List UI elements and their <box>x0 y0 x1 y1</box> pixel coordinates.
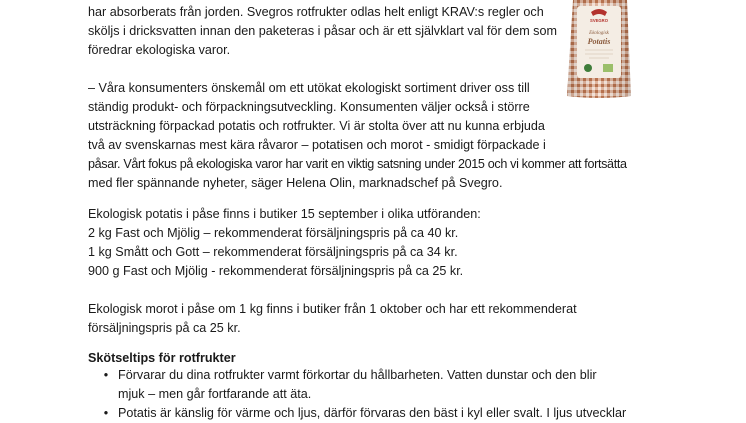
potato-line-1: Ekologisk potatis i påse finns i butiker 15 september i olika utföranden: <box>88 207 481 221</box>
quote-line-5: påsar. Vårt fokus på ekologiska varor har varit en viktig satsning under 2015 och vi kommer att fortsätta <box>88 157 627 171</box>
carrot-line-2: försäljningspris på ca 25 kr. <box>88 321 241 335</box>
intro-line-3: föredrar ekologiska varor. <box>88 43 231 57</box>
quote-line-2: ständig produkt- och förpackningsutveckling. Konsumenten väljer också i större <box>88 100 530 114</box>
list-item-line: Förvarar du dina rotfrukter varmt förkortar du hållbarheten. Vatten dunstar och den blir <box>118 368 597 382</box>
intro-line-2: sköljs i dricksvatten innan den paketeras i påsar och är ett självklart val för dem som <box>88 24 557 38</box>
carrot-line-1: Ekologisk morot i påse om 1 kg finns i butiker från 1 oktober och har ett rekommenderat <box>88 302 577 316</box>
quote-line-1: – Våra konsumenters önskemål om ett utökat ekologiskt sortiment driver oss till <box>88 81 530 95</box>
list-item-line: mjuk – men går fortfarande att äta. <box>118 387 312 401</box>
quote-line-3: utsträckning förpackad potatis och rotfrukter. Vi är stolta över att nu kunna erbjuda <box>88 119 545 133</box>
eu-organic-icon <box>603 64 613 72</box>
care-tips-heading: Skötseltips för rotfrukter <box>88 351 236 365</box>
label-script: Ekologisk <box>589 31 609 36</box>
label-title: Potatis <box>587 37 611 46</box>
potato-line-4: 900 g Fast och Mjölig - rekommenderat försäljningspris på ca 25 kr. <box>88 264 464 278</box>
quote-line-6: med fler spännande nyheter, säger Helena Olin, marknadschef på Svegro. <box>88 176 503 190</box>
bullet-icon: • <box>103 406 109 420</box>
potato-line-3: 1 kg Smått och Gott – rekommenderat försäljningspris på ca 34 kr. <box>88 245 458 259</box>
brand-name: SVEGRO <box>590 18 608 23</box>
list-item-line: Potatis är känslig för värme och ljus, därför förvaras den bäst i kyl eller svalt. I ljus utvecklar <box>118 406 627 420</box>
bullet-icon: • <box>103 368 109 382</box>
potato-line-2: 2 kg Fast och Mjölig – rekommenderat försäljningspris på ca 40 kr. <box>88 226 459 240</box>
list-item <box>88 366 708 404</box>
list-item <box>88 404 708 423</box>
intro-line-1: har absorberats från jorden. Svegros rotfrukter odlas helt enligt KRAV:s regler och <box>88 5 544 19</box>
care-tips-list <box>88 366 708 423</box>
quote-line-4: två av svenskarnas mest kära råvaror – potatisen och morot - smidigt förpackade i <box>88 138 546 152</box>
product-bag-image <box>565 0 633 100</box>
krav-logo-icon <box>584 64 592 72</box>
